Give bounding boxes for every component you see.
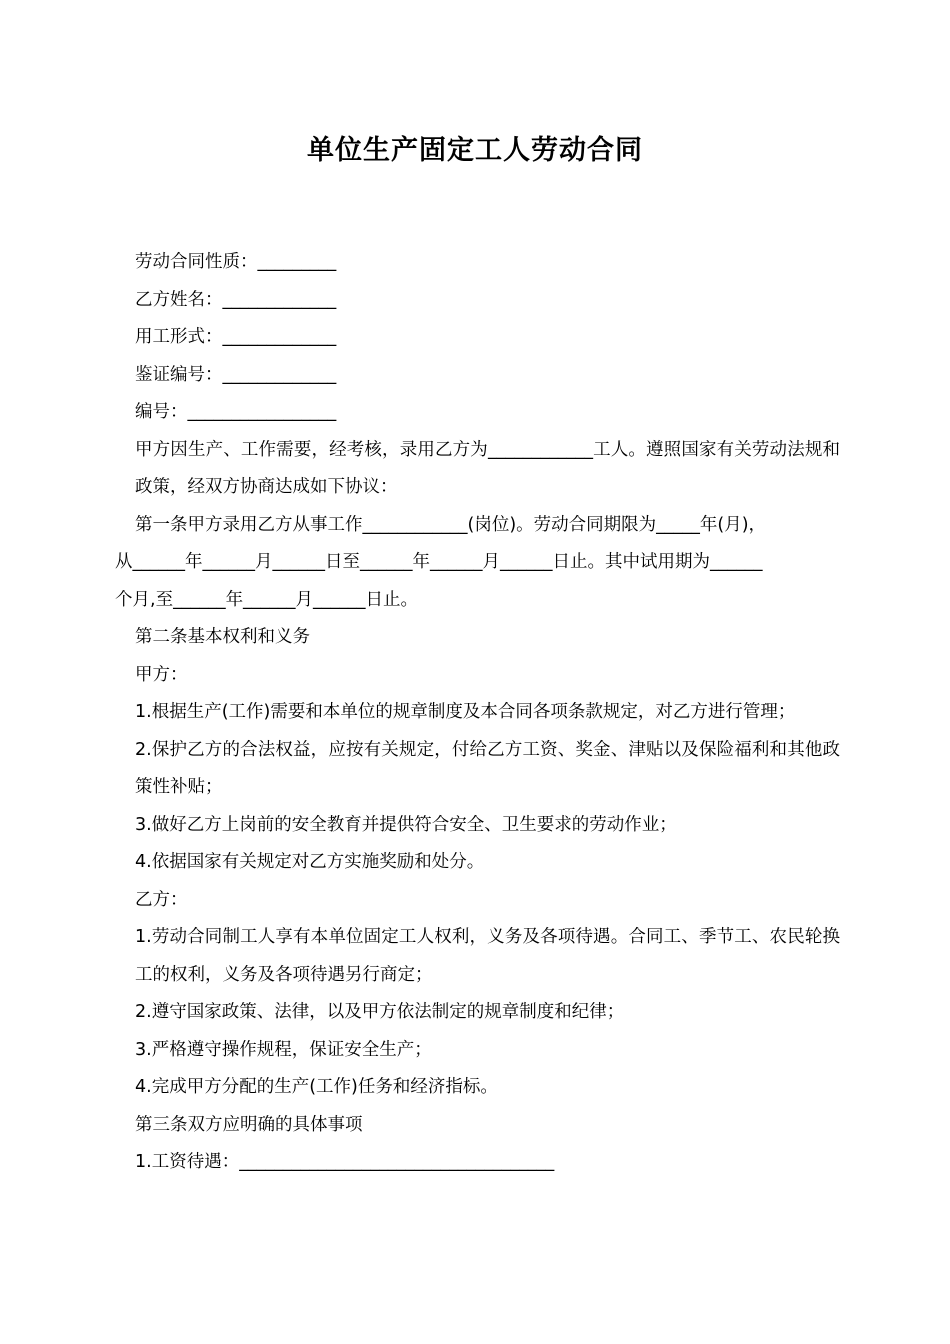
party-b-item: 4.完成甲方分配的生产(工作)任务和经济指标。	[135, 1077, 498, 1097]
party-a-label: 甲方：	[135, 664, 188, 685]
party-b-label: 乙方：	[135, 889, 188, 910]
article-2-heading: 第二条基本权利和义务	[135, 627, 310, 647]
party-a-item: 3.做好乙方上岗前的安全教育并提供符合安全、卫生要求的劳动作业；	[135, 814, 677, 835]
document-body	[115, 244, 840, 1182]
field-employment-form: 用工形式：_____________	[135, 327, 337, 347]
article-1-line-3: 个月,至______年______月______日止。	[115, 589, 419, 610]
article-1-line-1: 第一条甲方录用乙方从事工作____________(岗位)。劳动合同期限为_____年(月)，	[135, 514, 767, 535]
party-a-item: 2.保护乙方的合法权益，应按有关规定，付给乙方工资、奖金、津贴以及保险福利和其他政策性补贴；	[135, 739, 840, 797]
document-title: 单位生产固定工人劳动合同	[307, 135, 643, 166]
article-1-line-2: 从______年______月______日至______年______月______日止。其中试用期为______	[115, 552, 763, 572]
party-a-item: 4.依据国家有关规定对乙方实施奖励和处分。	[135, 852, 485, 872]
intro-paragraph: 甲方因生产、工作需要，经考核，录用乙方为____________工人。遵照国家有关劳动法规和政策，经双方协商达成如下协议：	[135, 439, 840, 497]
party-b-item: 3.严格遵守操作规程，保证安全生产；	[135, 1039, 432, 1060]
field-party-b-name: 乙方姓名：_____________	[135, 289, 337, 310]
article-3-heading: 第三条双方应明确的具体事项	[135, 1114, 363, 1135]
party-a-item: 1.根据生产(工作)需要和本单位的规章制度及本合同各项条款规定，对乙方进行管理；	[135, 702, 796, 722]
field-contract-nature: 劳动合同性质：_________	[135, 252, 337, 272]
article-3-item: 1.工资待遇：____________________________________	[135, 1152, 555, 1172]
party-b-item: 1.劳动合同制工人享有本单位固定工人权利，义务及各项待遇。合同工、季节工、农民轮换工的权利，义务及各项待遇另行商定；	[135, 927, 840, 985]
party-b-item: 2.遵守国家政策、法律，以及甲方依法制定的规章制度和纪律；	[135, 1002, 625, 1022]
field-number: 编号：_________________	[135, 402, 337, 422]
field-certification-number: 鉴证编号：_____________	[135, 364, 337, 385]
